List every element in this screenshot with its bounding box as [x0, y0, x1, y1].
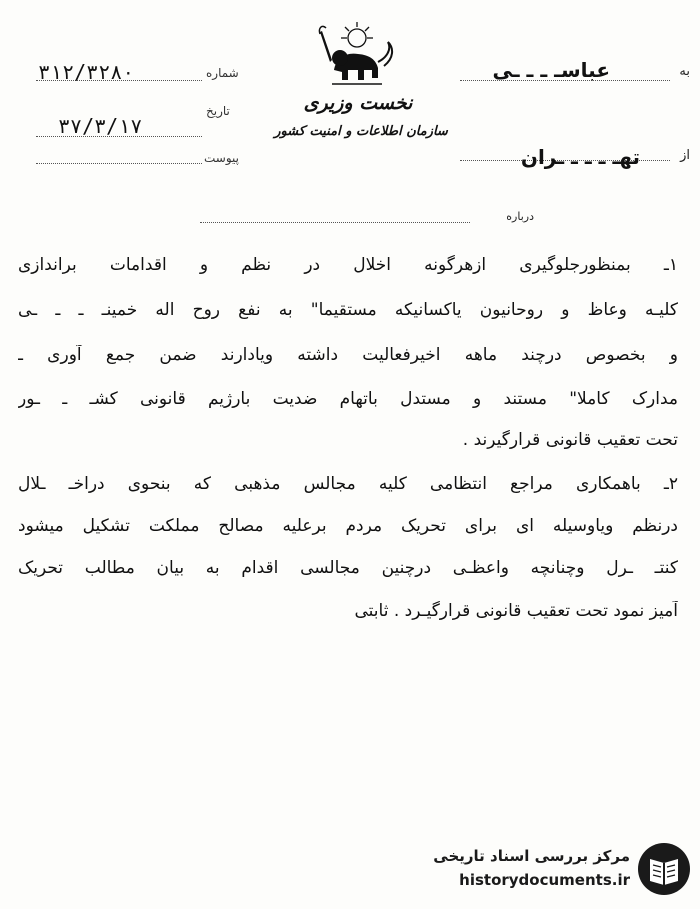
subject-label: درباره: [506, 210, 534, 223]
watermark-url[interactable]: historydocuments.ir: [459, 871, 630, 889]
body-line-5: تحت تعقیب قانونی قرارگیرند .: [462, 430, 678, 450]
lion-and-sun-emblem-icon: [312, 18, 402, 90]
date-value: ۳۷/۳/۱۷: [58, 114, 143, 138]
attachment-dots: [36, 163, 202, 164]
from-label: از: [680, 148, 690, 163]
letterhead-title: نخست وزیری: [303, 92, 413, 114]
watermark: [412, 839, 692, 901]
watermark-title: مرکز بررسی اسناد تاریخی: [433, 847, 630, 865]
attachment-label: پیوست: [204, 151, 239, 165]
body-line-1: ۱ـ بمنظورجلوگیری ازهرگونه اخلال در نظم و اقدامات براندازی: [18, 255, 678, 275]
body-line-4: مدارک کاملا" مستند و مستدل باتهام ضدیت بارژیم قانونی کشـ ـ ـور: [18, 389, 678, 409]
body-line-3: و بخصوص درچند ماهه اخیرفعالیت داشته ویادارند ضمن جمع آوری ـ: [18, 345, 678, 365]
body-line-7: درنظم ویاوسیله ای برای تحریک مردم برعلیه مصالح مملکت تشکیل میشود: [18, 516, 678, 536]
to-value: عباسـ ـ ـ ـی: [492, 58, 610, 82]
body-line-8: کنتـ ـرل وچنانچه واعظـی درچنین مجالسی اقدام به بیان مطالب تحریک: [18, 558, 678, 578]
letterhead-org: سازمان اطلاعات و امنیت کشور: [274, 124, 448, 139]
date-label: تاریخ: [206, 104, 230, 118]
number-value: ۳۱۲/۳۲۸۰: [38, 60, 135, 84]
number-label: شماره: [206, 66, 239, 80]
from-value: تهـ ـ ـ ـ ـران: [520, 145, 640, 169]
to-label: به: [679, 64, 690, 79]
subject-dots: [200, 222, 470, 223]
book-logo-icon: [636, 841, 692, 897]
body-line-6: ۲ـ باهمکاری مراجع انتظامی کلیه مجالس مذهبی که بنحوی دراخـ ـلال: [18, 474, 678, 494]
body-line-9: آمیز نمود تحت تعقیب قانونی قرارگیـرد . ثابتی: [354, 601, 678, 621]
body-line-2: کلیـه وعاظ و روحانیون یاکسانیکه مستقیما" به نفع روح اله خمینـ ـ ـ ـی: [18, 300, 678, 320]
